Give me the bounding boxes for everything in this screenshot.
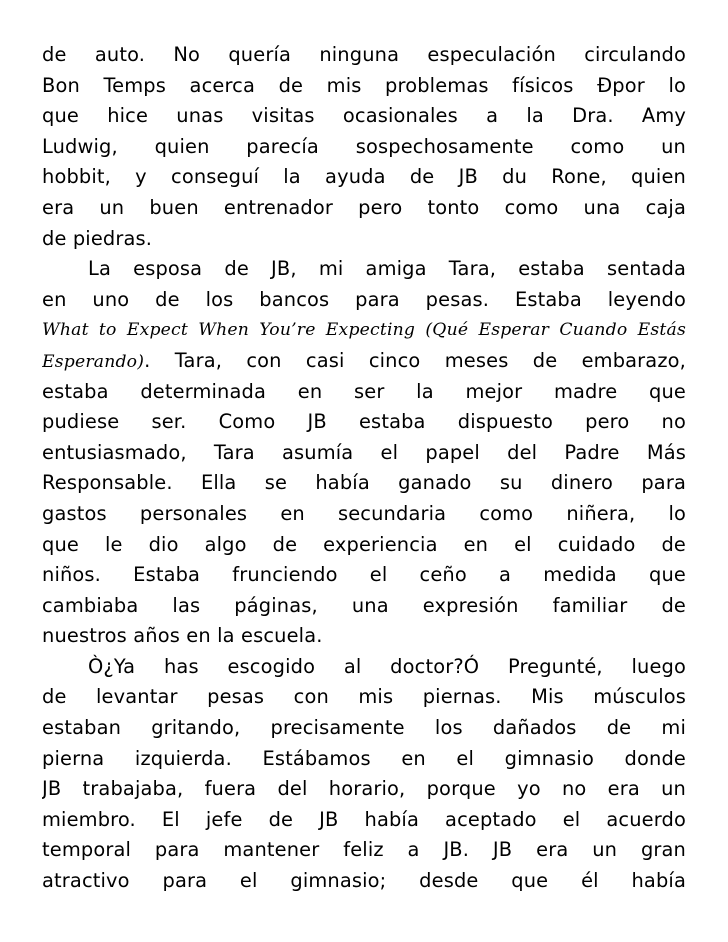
text-line: entusiasmado, Tara asumía el papel del Padre Más: [42, 440, 686, 464]
text-line: que hice unas visitas ocasionales a la Dra. Amy: [42, 104, 686, 128]
text-line: Responsable. Ella se había ganado su dinero para: [42, 471, 686, 495]
text-line: que le dio algo de experiencia en el cuidado de: [42, 532, 686, 556]
text-line: estaban gritando, precisamente los dañados de mi: [42, 716, 686, 740]
document-page: [42, 40, 686, 897]
text-line: pudiese ser. Como JB estaba dispuesto pero no: [42, 410, 686, 434]
book-title-fragment: Esperando): [42, 351, 145, 372]
text-line: en uno de los bancos para pesas. Estaba leyendo: [42, 287, 686, 311]
text-fragment: . Tara, con casi cinco meses de embarazo,: [144, 348, 686, 372]
text-line: gastos personales en secundaria como niñera, lo: [42, 501, 686, 525]
text-line: Ludwig, quien parecía sospechosamente como un: [42, 134, 686, 158]
text-line: La esposa de JB, mi amiga Tara, estaba sentada: [88, 257, 686, 281]
text-line: era un buen entrenador pero tonto como una caja: [42, 195, 686, 219]
text-line: Bon Temps acerca de mis problemas físicos Ðpor lo: [42, 73, 686, 97]
text-line: de auto. No quería ninguna especulación circulando: [42, 43, 686, 66]
text-line: cambiaba las páginas, una expresión familiar de: [42, 593, 686, 617]
text-line: estaba determinada en ser la mejor madre que: [42, 379, 686, 403]
text-line: miembro. El jefe de JB había aceptado el acuerdo: [42, 807, 686, 831]
text-line: de piedras.: [42, 226, 153, 250]
text-line: hobbit, y conseguí la ayuda de JB du Rone, quien: [42, 165, 686, 189]
text-line: niños. Estaba frunciendo el ceño a medida que: [42, 563, 686, 587]
text-line: JB trabajaba, fuera del horario, porque yo no era un: [42, 777, 686, 801]
text-line: nuestros años en la escuela.: [42, 624, 323, 648]
text-line: Ò¿Ya has escogido al doctor?Ó Pregunté, luego: [88, 654, 686, 678]
text-line: temporal para mantener feliz a JB. JB era un gran: [42, 838, 686, 862]
text-line: atractivo para el gimnasio; desde que él había: [42, 869, 686, 893]
text-line: de levantar pesas con mis piernas. Mis músculos: [42, 685, 686, 709]
text-line: [42, 346, 686, 377]
book-title-line: What to Expect When You’re Expecting (Qué Esperar Cuando Estás: [42, 320, 686, 341]
text-line: pierna izquierda. Estábamos en el gimnasio donde: [42, 746, 686, 770]
